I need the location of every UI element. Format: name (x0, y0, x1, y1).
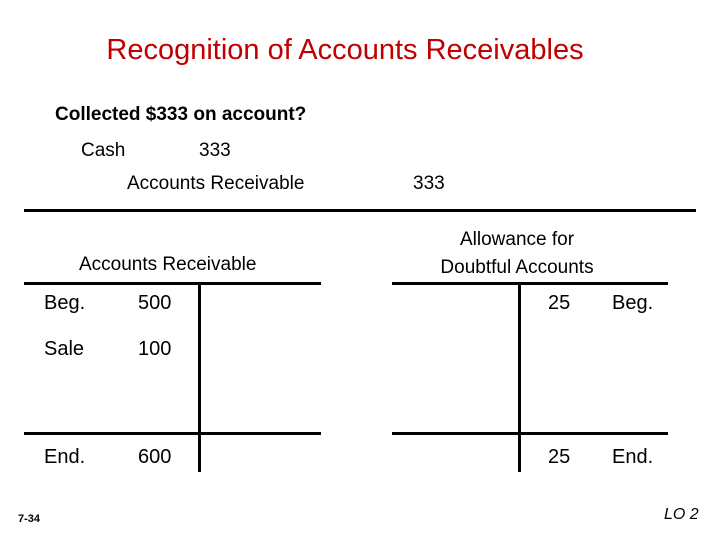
receivable-row-amount: 600 (138, 446, 172, 468)
slide-title: Recognition of Accounts Receivables (106, 34, 584, 66)
receivable-row-label: Beg. (44, 292, 86, 314)
allowance-row-label: Beg. (612, 292, 654, 314)
credit-account: Accounts Receivable (127, 173, 305, 194)
allowance-row-label: End. (612, 446, 654, 468)
receivable-row-amount: 500 (138, 292, 172, 314)
journal-question: Collected $333 on account? (55, 104, 307, 125)
t-account-title-allowance-line1: Allowance for (459, 229, 575, 250)
slide-number: 7-34 (18, 513, 41, 525)
t-account-allowance-divider (518, 282, 521, 472)
receivable-row-amount: 100 (138, 338, 172, 360)
separator-rule (24, 209, 696, 212)
t-account-allowance-total-rule (392, 432, 668, 435)
receivable-row-label: Sale (44, 338, 85, 360)
receivable-row-label: End. (44, 446, 86, 468)
allowance-row-amount: 25 (548, 446, 571, 468)
t-account-title-allowance-line2: Doubtful Accounts (440, 257, 594, 278)
t-account-allowance-top-rule (392, 282, 668, 285)
credit-amount: 333 (413, 173, 445, 194)
t-account-receivable-divider (198, 282, 201, 472)
learning-objective-label: LO 2 (664, 506, 699, 523)
t-account-receivable-top-rule (24, 282, 321, 285)
t-account-title-receivable: Accounts Receivable (79, 254, 257, 275)
allowance-row-amount: 25 (548, 292, 571, 314)
t-account-receivable-total-rule (24, 432, 321, 435)
debit-amount: 333 (199, 140, 231, 161)
debit-account: Cash (81, 140, 126, 161)
